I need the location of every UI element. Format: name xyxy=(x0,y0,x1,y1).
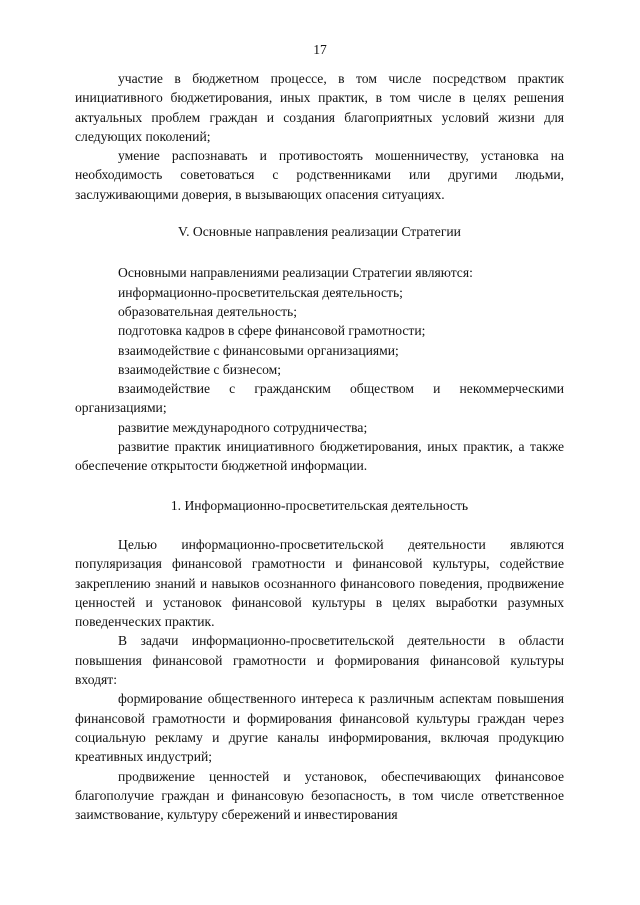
list-item: подготовка кадров в сфере финансовой грамотности; xyxy=(118,323,426,339)
list-item: развитие практик инициативного бюджетирования, иных практик, а также обеспечение открытости бюджетной информации. xyxy=(75,439,564,474)
subsection-title: 1. Информационно-просветительская деятельность xyxy=(170,497,469,513)
paragraph: Основными направлениями реализации Стратегии являются: xyxy=(118,265,473,281)
list-item: информационно-просветительская деятельность; xyxy=(118,284,403,300)
paragraph: участие в бюджетном процессе, в том числе посредством практик инициативного бюджетирования, иных практик, в том числе в целях решения актуальных проблем граждан и создания благоприятных условий жизни для следующих поколений; xyxy=(75,71,564,144)
paragraph: умение распознавать и противостоять мошенничеству, установка на необходимость советоваться с родственниками или другими людьми, заслуживающими доверия, в вызывающих опасения ситуациях. xyxy=(75,148,564,202)
list-item: взаимодействие с финансовыми организациями; xyxy=(118,342,399,358)
paragraph: продвижение ценностей и установок, обеспечивающих финансовое благополучие граждан и финансовую безопасность, в том числе ответственное заимствование, культуру сбережений и инвестирования xyxy=(75,768,564,823)
list-item: образовательная деятельность; xyxy=(118,303,297,319)
section-title: V. Основные направления реализации Стратегии xyxy=(178,224,461,240)
paragraph: Целью информационно-просветительской деятельности являются популяризация финансовой грамотности и финансовой культуры, содействие закреплению знаний и навыков осознанного финансового поведения, продвижение ценностей и установок финансовой культуры в целях выработки разумных поведенческих практик. xyxy=(75,536,564,630)
list-item: взаимодействие с гражданским обществом и некоммерческими организациями; xyxy=(75,381,564,416)
document-body xyxy=(75,69,564,824)
paragraph: В задачи информационно-просветительской деятельности в области повышения финансовой грамотности и формирования финансовой культуры входят: xyxy=(75,633,564,688)
paragraph: формирование общественного интереса к различным аспектам повышения финансовой грамотности и формирования финансовой культуры граждан через социальную рекламу и другие каналы информирования, включая продукцию креативных индустрий; xyxy=(75,691,564,765)
list-item: развитие международного сотрудничества; xyxy=(118,419,368,435)
list-item: взаимодействие с бизнесом; xyxy=(118,361,282,377)
page-number: 17 xyxy=(313,42,327,57)
